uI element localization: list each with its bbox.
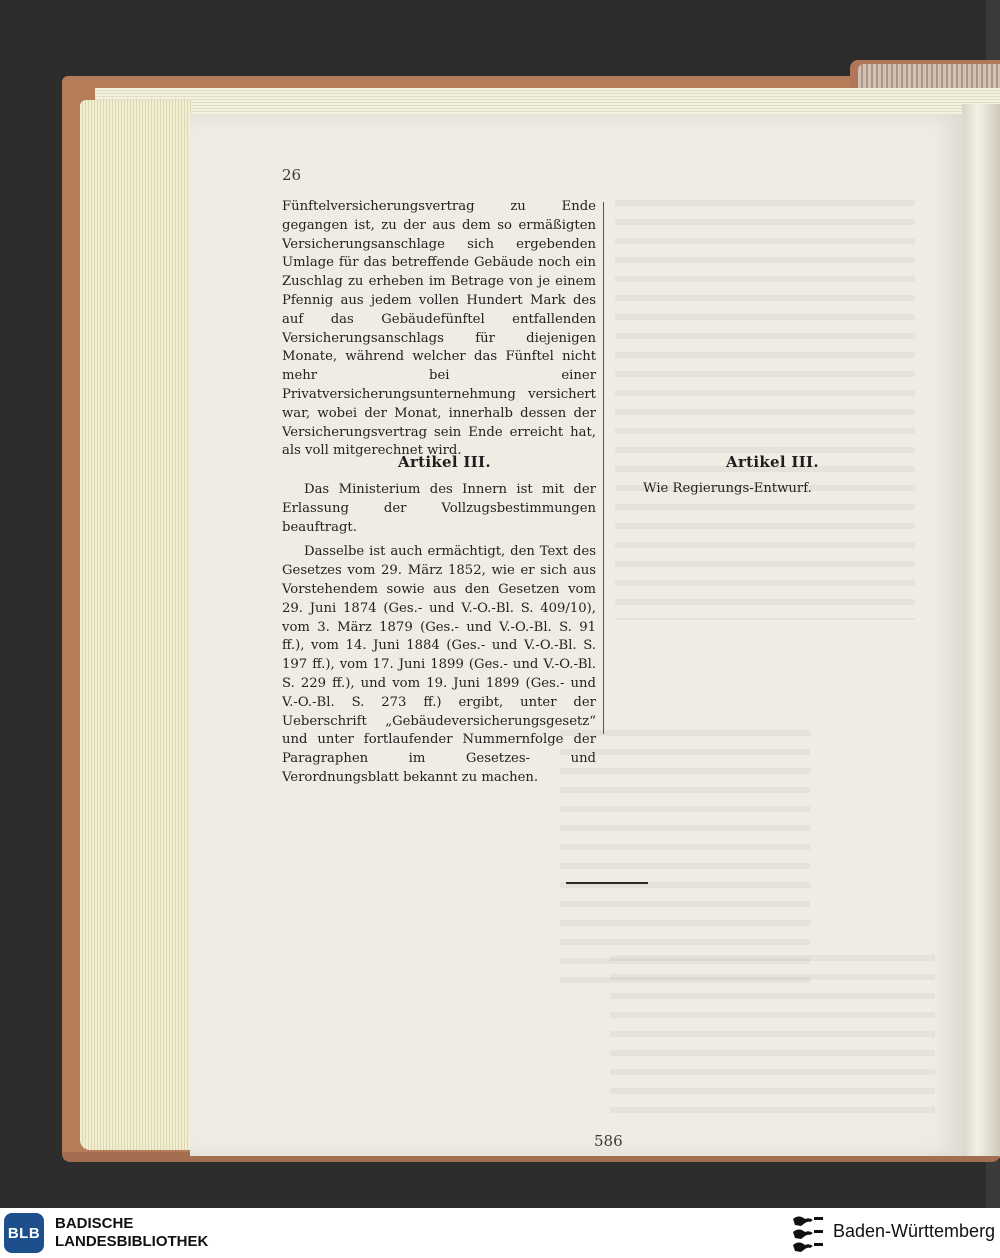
blb-logo[interactable]: BLB — [4, 1213, 44, 1253]
left-column — [282, 198, 596, 461]
page-number-bottom: 586 — [594, 1132, 623, 1150]
bleed-through-shade — [615, 200, 915, 620]
left-column-article — [282, 481, 596, 788]
page-number-top: 26 — [282, 166, 302, 184]
end-rule — [566, 882, 648, 884]
paragraph-ministry: Das Ministerium des Innern ist mit der Erlassung der Vollzugsbestimmungen beauftragt. — [282, 482, 596, 535]
paragraph-continuation: Fünftelversicherungsvertrag zu Ende gegangen ist, zu der aus dem so ermäßigten Versicherungsanschlage sich ergebenden Umlage für das betreffende Gebäude noch ein Zuschlag zu erheben im Betrage von je einem Pfennig aus jedem vollen Hundert Mark des auf das Gebäudefünftel entfallenden Versicherungsanschlags für diejenigen Monate, während welcher das Fünftel nicht mehr bei einer Privatversicherungsunternehmung versichert war, wobei der Monat, innerhalb dessen der Versicherungsvertrag sein Ende erreicht hat, als voll mitgerechnet wird. — [282, 199, 596, 459]
bleed-through-shade-3 — [610, 955, 935, 1125]
page-stack-left — [80, 100, 192, 1150]
right-article-heading: Artikel III. — [726, 453, 819, 471]
left-article-heading: Artikel III. — [398, 453, 491, 471]
paragraph-authorization: Dasselbe ist auch ermächtigt, den Text des Gesetzes vom 29. März 1852, wie er sich aus Vorstehendem sowie aus den Gesetzen vom 29. Juni 1874 (Ges.- und V.-O.-Bl. S. 409/10), vom 3. März 1879 (Ges.- und V.-O.-Bl. S. 91 ff.), vom 14. Juni 1884 (Ges.- und V.-O.-Bl. S. 197 ff.), vom 17. Juni 1899 (Ges.- und V.-O.-Bl. S. 229 ff.), und vom 19. Juni 1899 (Ges.- und V.-O.-Bl. S. 273 ff.) ergibt, unter der Ueberschrift „Gebäudeversicherungsgesetz“ und unter fortlaufender Nummernfolge der Paragraphen im Gesetzes- und Verordnungsblatt bekannt zu machen. — [282, 544, 596, 785]
page-fold — [962, 104, 1000, 1156]
right-column-text: Wie Regierungs-Entwurf. — [643, 481, 812, 496]
bleed-through-shade-2 — [560, 730, 810, 990]
blb-name[interactable] — [55, 1215, 208, 1251]
blb-name-line2: LANDESBIBLIOTHEK — [55, 1233, 209, 1250]
baden-wuerttemberg-lions-icon[interactable] — [790, 1213, 826, 1253]
blb-name-line1: BADISCHE — [55, 1215, 134, 1232]
page-stack-top — [95, 88, 1000, 116]
baden-wuerttemberg-name[interactable]: Baden-Württemberg — [833, 1221, 996, 1241]
column-divider — [603, 202, 604, 734]
